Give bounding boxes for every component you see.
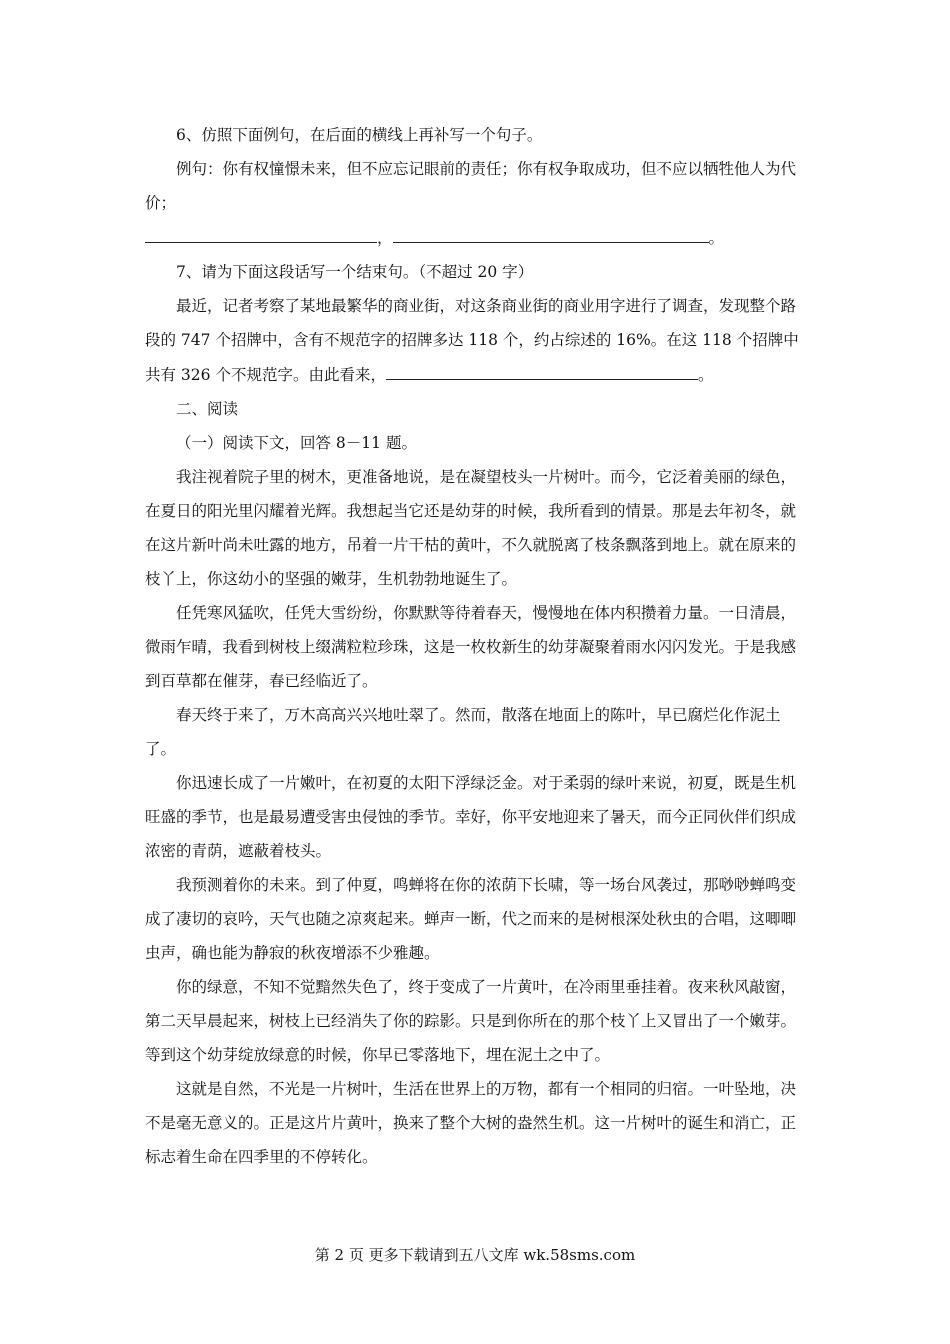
- question-7-end-mark: 。: [697, 366, 714, 384]
- question-6-title: 6、仿照下面例句，在后面的横线上再补写一个句子。: [176, 126, 543, 144]
- answer-blank-1[interactable]: [145, 220, 377, 243]
- document-page: [145, 118, 805, 1174]
- page-footer: 第 2 页 更多下载请到五八文库 wk.58sms.com: [314, 1246, 636, 1264]
- question-6-example: 例句：你有权憧憬未来，但不应忘记眼前的责任；你有权争取成功，但不应以牺牲他人为代价；: [145, 160, 797, 212]
- passage-paragraph: 这就是自然，不光是一片树叶，生活在世界上的万物，都有一个相同的归宿。一叶坠地，决不是毫无意义的。正是这片片黄叶，换来了整个大树的盎然生机。这一片树叶的诞生和消亡，正标志着生命在四季里的不停转化。: [145, 1080, 797, 1166]
- answer-separator: ，: [377, 229, 393, 247]
- answer-end-mark: 。: [708, 229, 725, 247]
- passage-paragraph: 我注视着院子里的树木，更准备地说，是在凝望枝头一片树叶。而今，它泛着美丽的绿色，在夏日的阳光里闪耀着光辉。我想起当它还是幼芽的时候，我所看到的情景。那是去年初冬，就在这片新叶尚未吐露的地方，吊着一片干枯的黄叶，不久就脱离了枝条飘落到地上。就在原来的枝丫上，你这幼小的坚强的嫩芽，生机勃勃地诞生了。: [145, 468, 797, 588]
- passage-paragraph: 春天终于来了，万木高高兴兴地吐翠了。然而，散落在地面上的陈叶，早已腐烂化作泥土了。: [145, 706, 781, 758]
- question-7-body: [145, 289, 805, 392]
- answer-blank-3[interactable]: [386, 357, 698, 380]
- passage-paragraph: 任凭寒风猛吹，任凭大雪纷纷，你默默等待着春天，慢慢地在体内积攒着力量。一日清晨，微雨乍晴，我看到树枝上缀满粒粒珍珠，这是一枚枚新生的幼芽凝聚着雨水闪闪发光。于是我感到百草都在催芽，春已经临近了。: [145, 604, 797, 690]
- section-2-instruction: （一）阅读下文，回答 8－11 题。: [176, 434, 417, 452]
- question-7-text: 最近，记者考察了某地最繁华的商业街，对这条商业街的商业用字进行了调查，发现整个路段的 747 个招牌中，含有不规范字的招牌多达 118 个，约占综述的 16%。在这 118 个招牌中共有 326 个不规范字。由此看来，: [145, 297, 799, 384]
- answer-blank-2[interactable]: [393, 220, 709, 243]
- question-6-answer-line: [145, 220, 805, 255]
- section-2-title: 二、阅读: [176, 400, 239, 418]
- passage-paragraph: 你迅速长成了一片嫩叶，在初夏的太阳下浮绿泛金。对于柔弱的绿叶来说，初夏，既是生机旺盛的季节，也是最易遭受害虫侵蚀的季节。幸好，你平安地迎来了暑天，而今正同伙伴们织成浓密的青荫，遮蔽着枝头。: [145, 774, 797, 860]
- passage-paragraph: 我预测着你的未来。到了仲夏，鸣蝉将在你的浓荫下长啸，等一场台风袭过，那唦唦蝉鸣变成了凄切的哀吟，天气也随之凉爽起来。蝉声一断，代之而来的是树根深处秋虫的合唱，这唧唧虫声，确也能为静寂的秋夜增添不少雅趣。: [145, 876, 797, 962]
- question-7-title: 7、请为下面这段话写一个结束句。（不超过 20 字）: [176, 263, 534, 281]
- passage-paragraph: 你的绿意，不知不觉黯然失色了，终于变成了一片黄叶，在冷雨里垂挂着。夜来秋风敲窗，第二天早晨起来，树枝上已经消失了你的踪影。只是到你所在的那个枝丫上又冒出了一个嫩芽。等到这个幼芽绽放绿意的时候，你早已零落地下，埋在泥土之中了。: [145, 978, 797, 1064]
